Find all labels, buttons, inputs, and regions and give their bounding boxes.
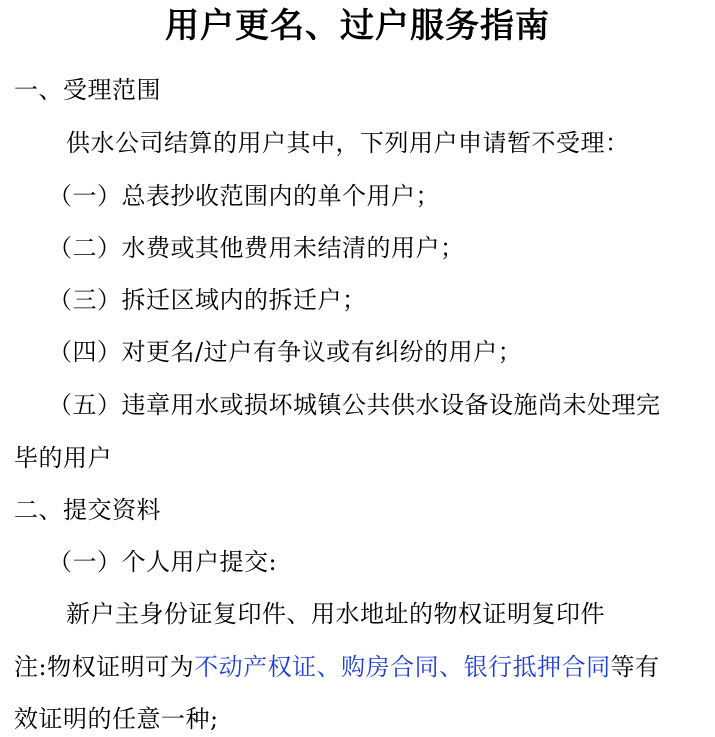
scope-item-2: （二）水费或其他费用未结清的用户； — [48, 234, 465, 262]
link-mortgage-contract[interactable]: 银行抵押合同 — [463, 653, 611, 681]
personal-user-heading: （一）个人用户提交: — [48, 548, 278, 576]
scope-item-5: （五）违章用水或损坏城镇公共供水设备设施尚未处理完 — [48, 391, 661, 419]
note-line — [14, 652, 660, 682]
link-property-certificate[interactable]: 不动产权证 — [194, 653, 317, 681]
note-prefix: 注:物权证明可为 — [14, 653, 195, 681]
scope-item-1: （一）总表抄收范围内的单个用户； — [48, 182, 440, 210]
scope-item-5-continuation: 毕的用户 — [14, 444, 112, 472]
link-purchase-contract[interactable]: 购房合同 — [341, 653, 440, 681]
personal-user-documents: 新户主身份证复印件、用水地址的物权证明复印件 — [66, 600, 605, 628]
scope-item-3: （三）拆迁区域内的拆迁户； — [48, 286, 367, 314]
note-separator-1: 、 — [316, 653, 342, 681]
page-title: 用户更名、过户服务指南 — [165, 6, 550, 46]
section1-heading: 一、受理范围 — [14, 76, 161, 104]
section1-intro: 供水公司结算的用户其中，下列用户申请暂不受理： — [66, 129, 630, 157]
note-suffix: 等有 — [610, 653, 660, 681]
section2-heading: 二、提交资料 — [14, 496, 161, 524]
note-separator-2: 、 — [439, 653, 464, 681]
note-continuation: 效证明的任意一种; — [14, 705, 219, 733]
scope-item-4: （四）对更名/过户有争议或有纠纷的用户； — [48, 338, 523, 366]
